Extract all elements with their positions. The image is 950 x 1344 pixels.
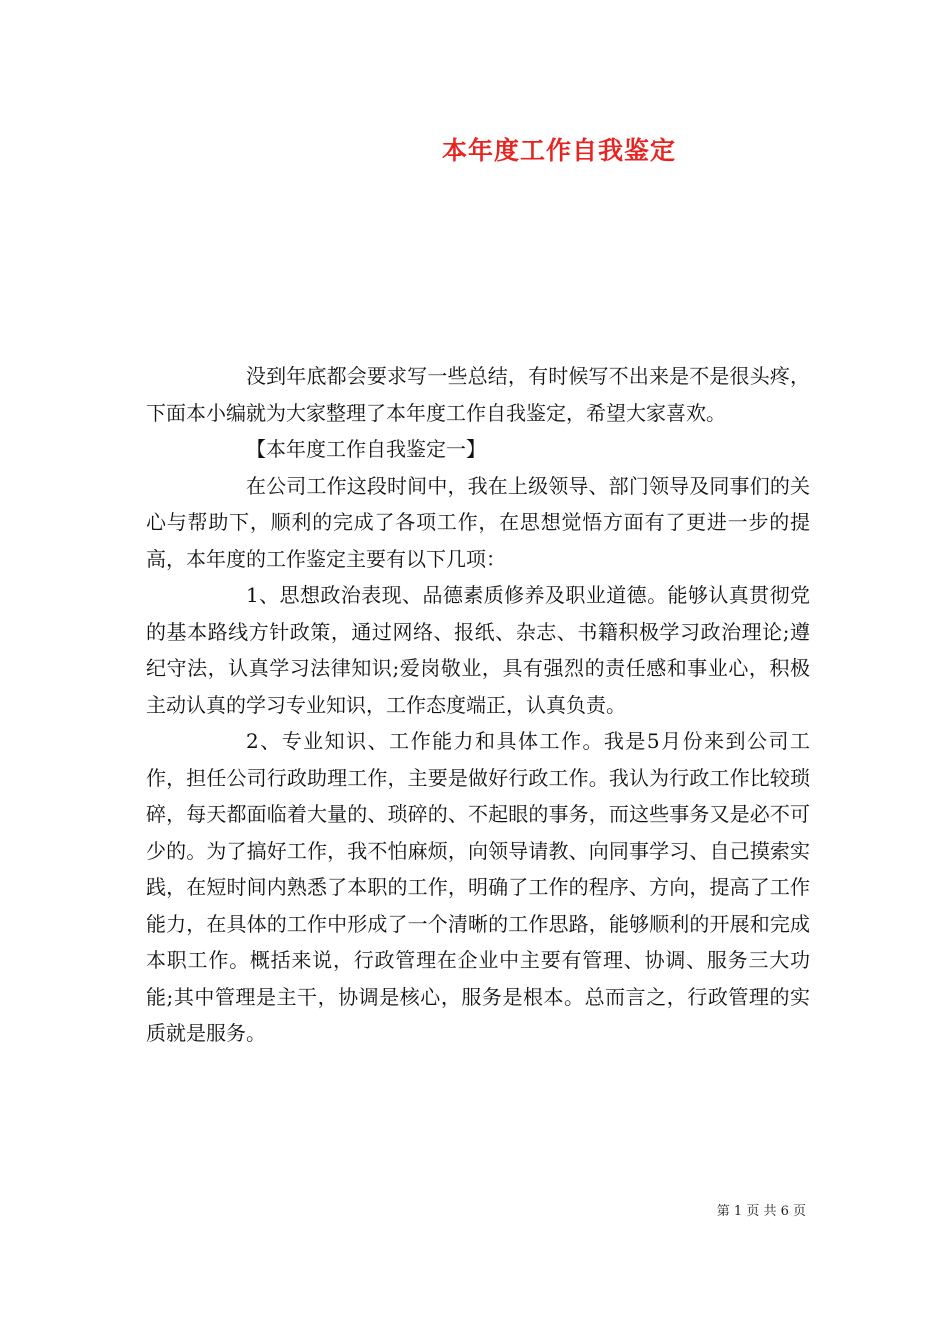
body-paragraph: 1、思想政治表现、品德素质修养及职业道德。能够认真贯彻党的基本路线方针政策，通过网络、报纸、杂志、书籍积极学习政治理论;遵纪守法，认真学习法律知识;爱岗敬业，具有强烈的责任感和事业心，积极主动认真的学习专业知识，工作态度端正，认真负责。 [146,583,810,717]
document-body [146,358,810,1052]
intro-paragraph: 没到年底都会要求写一些总结，有时候写不出来是不是很头疼，下面本小编就为大家整理了本年度工作自我鉴定，希望大家喜欢。 [146,364,810,425]
page-number-footer: 第 1 页 共 6 页 [716,1204,806,1219]
section-heading: 【本年度工作自我鉴定一】 [246,437,486,461]
body-paragraph: 2、专业知识、工作能力和具体工作。我是5月份来到公司工作，担任公司行政助理工作，主要是做好行政工作。我认为行政工作比较琐碎，每天都面临着大量的、琐碎的、不起眼的事务，而这些事务又是必不可少的。为了搞好工作，我不怕麻烦，向领导请教、向同事学习、自己摸索实践，在短时间内熟悉了本职的工作，明确了工作的程序、方向，提高了工作能力，在具体的工作中形成了一个清晰的工作思路，能够顺利的开展和完成本职工作。概括来说，行政管理在企业中主要有管理、协调、服务三大功能;其中管理是主干，协调是核心，服务是根本。总而言之，行政管理的实质就是服务。 [146,729,810,1045]
body-paragraph: 在公司工作这段时间中，我在上级领导、部门领导及同事们的关心与帮助下，顺利的完成了各项工作，在思想觉悟方面有了更进一步的提高，本年度的工作鉴定主要有以下几项： [146,473,810,571]
document-title: 本年度工作自我鉴定 [441,136,676,165]
